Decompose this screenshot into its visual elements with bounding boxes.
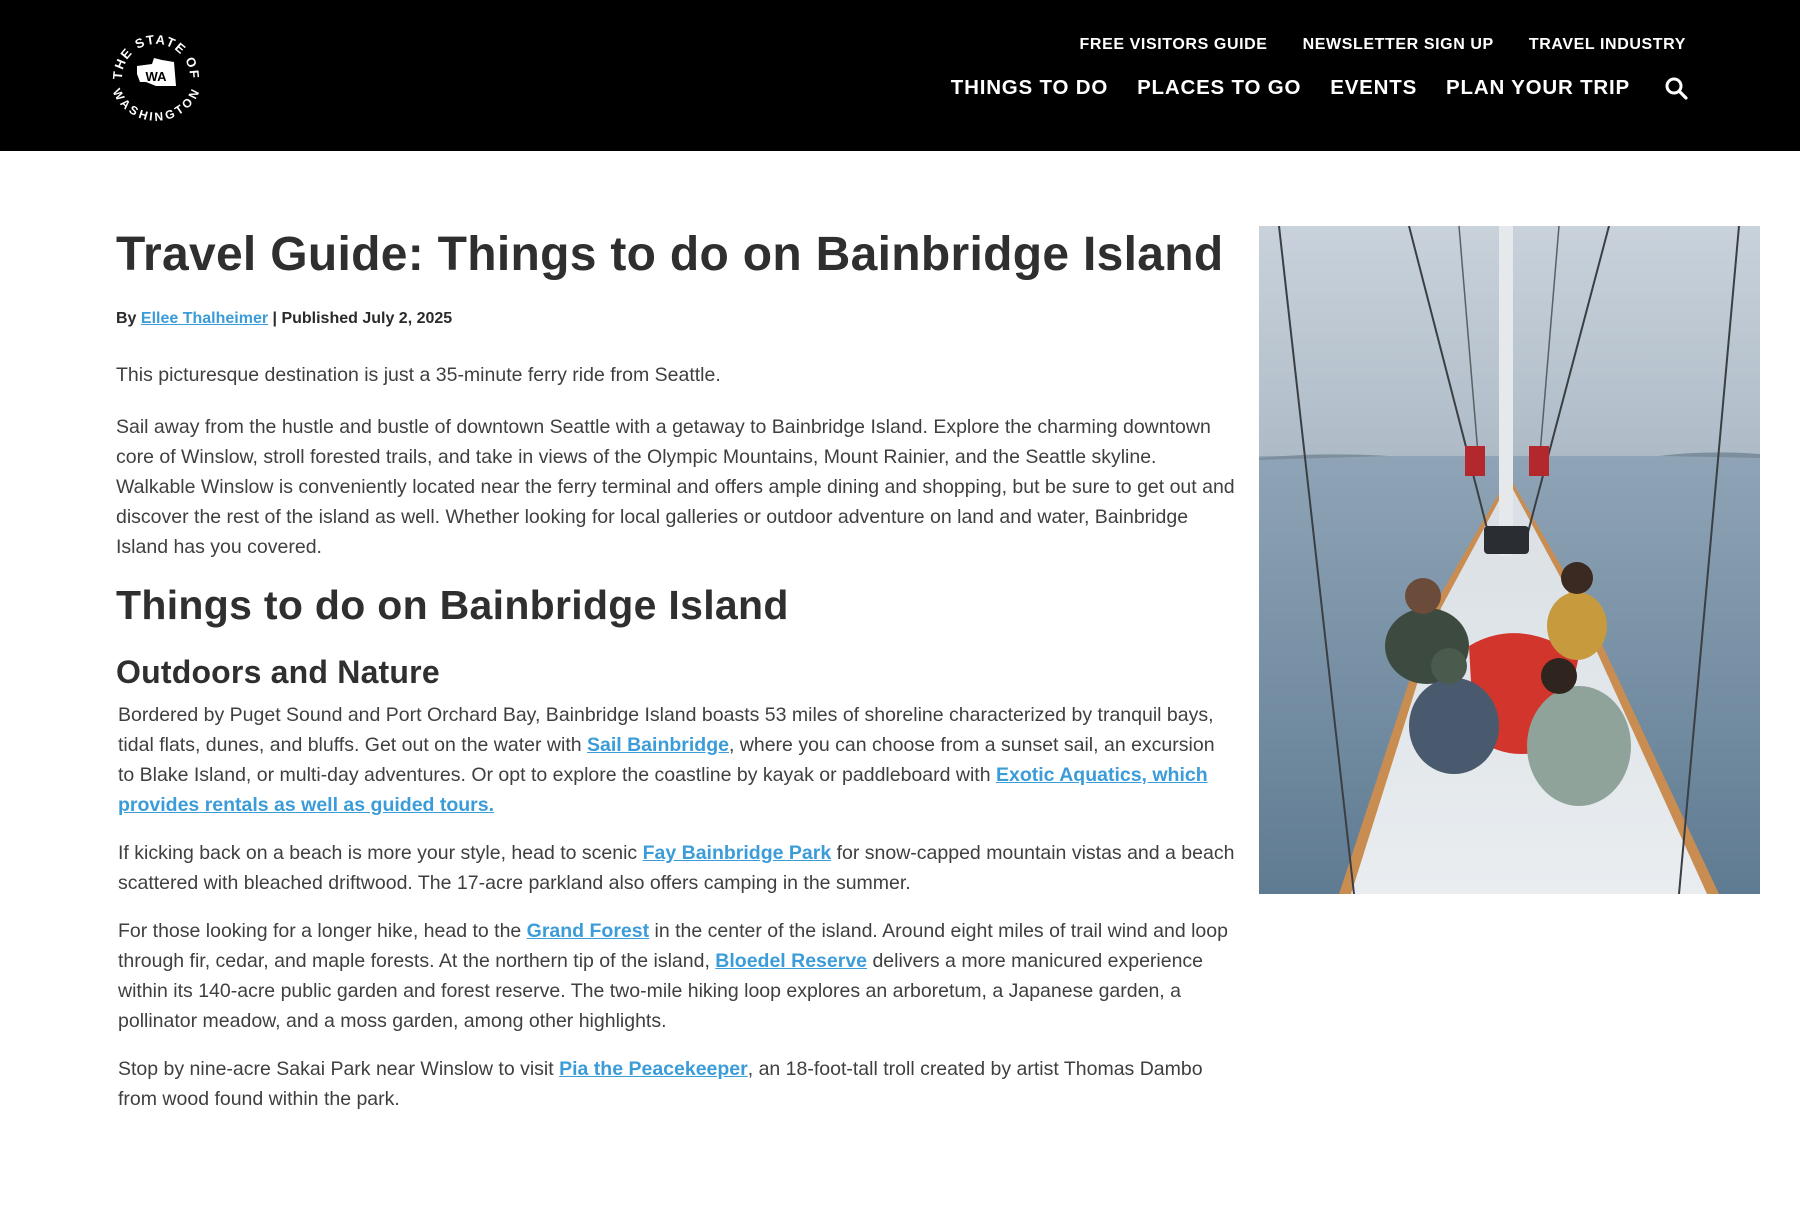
search-icon xyxy=(1664,76,1688,100)
link-bloedel-reserve[interactable]: Bloedel Reserve xyxy=(715,950,868,972)
nav-events[interactable]: EVENTS xyxy=(1330,76,1418,99)
byline-prefix: By xyxy=(116,310,141,327)
state-of-washington-logo[interactable] xyxy=(104,22,208,126)
nav-things-to-do[interactable]: THINGS TO DO xyxy=(950,76,1109,99)
page-title: Travel Guide: Things to do on Bainbridge Island xyxy=(116,228,1224,281)
section-heading: Things to do on Bainbridge Island xyxy=(116,582,789,628)
nav-places-to-go[interactable]: PLACES TO GO xyxy=(1137,76,1302,99)
hike-paragraph: For those looking for a longer hike, head to the Grand Forest in the center of the island. Around eight miles of trail wind and loop through fir, cedar, and maple forests. At the northern tip of the island, Bloedel Reserve delivers a more manicured experience within its 140-acre public garden and forest reserve. The two-mile hiking loop explores an arboretum, a Japanese garden, a pollinator meadow, and a moss garden, among other highlights. xyxy=(118,920,1228,1032)
outdoors-section xyxy=(116,700,1236,1114)
svg-text:WASHINGTON: WASHINGTON xyxy=(109,86,203,125)
hero-sailboat-photo xyxy=(1259,226,1760,894)
main-nav xyxy=(951,74,1690,102)
utility-nav xyxy=(1080,36,1686,54)
troll-paragraph: Stop by nine-acre Sakai Park near Winslow to visit Pia the Peacekeeper, an 18-foot-tall troll created by artist Thomas Dambo from wood found within the park. xyxy=(118,1058,1203,1110)
intro-paragraph: This picturesque destination is just a 35-minute ferry ride from Seattle. xyxy=(116,364,721,386)
utility-link-travel-industry[interactable]: TRAVEL INDUSTRY xyxy=(1528,36,1686,53)
link-exotic-aquatics[interactable]: Exotic Aquatics, which provides rentals as well as guided tours. xyxy=(118,764,1208,816)
link-grand-forest[interactable]: Grand Forest xyxy=(526,920,650,942)
link-pia-the-peacekeeper[interactable]: Pia the Peacekeeper xyxy=(559,1058,748,1080)
publish-date: | Published July 2, 2025 xyxy=(268,310,453,327)
article-content xyxy=(116,226,1236,1114)
sailboat-image xyxy=(1259,226,1760,894)
byline xyxy=(116,310,1236,328)
utility-link-newsletter[interactable]: NEWSLETTER SIGN UP xyxy=(1302,36,1494,53)
link-sail-bainbridge[interactable]: Sail Bainbridge xyxy=(587,734,729,756)
utility-link-visitors-guide[interactable]: FREE VISITORS GUIDE xyxy=(1079,36,1268,53)
link-fay-bainbridge-park[interactable]: Fay Bainbridge Park xyxy=(642,842,832,864)
beach-paragraph: If kicking back on a beach is more your style, head to scenic Fay Bainbridge Park for snow-capped mountain vistas and a beach scattered with bleached driftwood. The 17-acre parkland also offers camping in the summer. xyxy=(118,842,1235,894)
site-header xyxy=(0,0,1800,151)
svg-text:WA: WA xyxy=(145,69,167,84)
shoreline-paragraph: Bordered by Puget Sound and Port Orchard Bay, Bainbridge Island boasts 53 miles of shoreline characterized by tranquil bays, tidal flats, dunes, and bluffs. Get out on the water with Sail Bainbridge, where you can choose from a sunset sail, an excursion to Blake Island, or multi-day adventures. Or opt to explore the coastline by kayak or paddleboard with Exotic Aquatics, which provides rentals as well as guided tours. xyxy=(118,704,1215,816)
svg-text:THE STATE OF: THE STATE OF xyxy=(109,31,203,81)
nav-plan-your-trip[interactable]: PLAN YOUR TRIP xyxy=(1446,76,1630,99)
washington-seal-icon xyxy=(104,22,208,126)
author-link[interactable]: Ellee Thalheimer xyxy=(140,310,269,327)
subheading-outdoors: Outdoors and Nature xyxy=(116,654,440,690)
overview-paragraph: Sail away from the hustle and bustle of downtown Seattle with a getaway to Bainbridge Island. Explore the charming downtown core of Winslow, stroll forested trails, and take in views of the Olympic Mountains, Mount Rainier, and the Seattle skyline. Walkable Winslow is conveniently located near the ferry terminal and offers ample dining and shopping, but be sure to get out and discover the rest of the island as well. Whether looking for local galleries or outdoor adventure on land and water, Bainbridge Island has you covered. xyxy=(116,416,1235,558)
search-button[interactable] xyxy=(1662,74,1690,102)
